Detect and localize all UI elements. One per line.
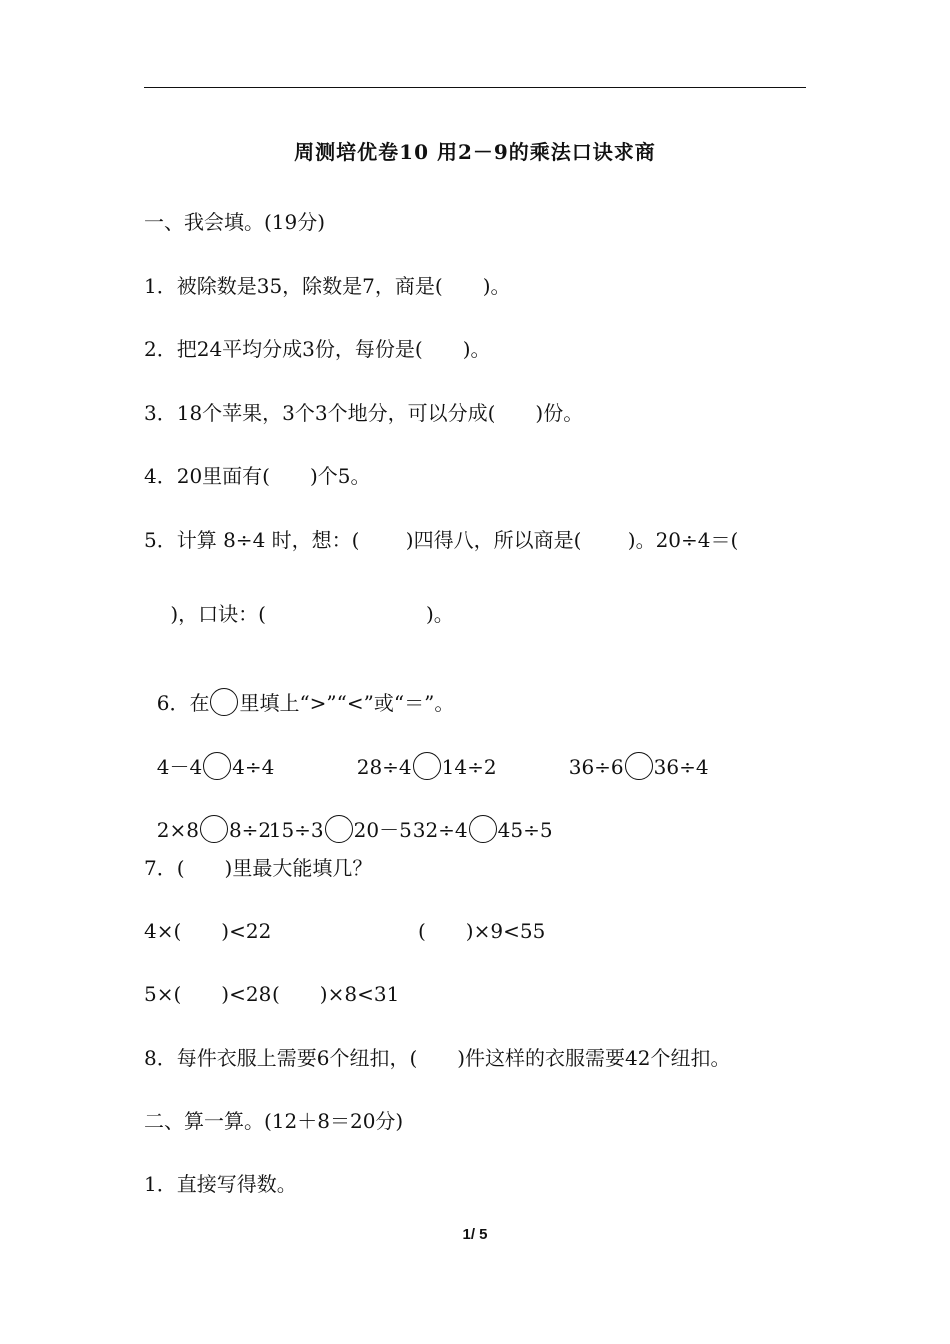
page-title: 周测培优卷10 用2－9的乘法口诀求商 — [294, 140, 656, 164]
q7-row1-a: 4×( )<22 — [144, 919, 272, 943]
section1-heading: 一、我会填。(19分) — [144, 210, 326, 234]
header-rule — [144, 87, 806, 88]
expr-right: 8÷2 — [228, 818, 272, 842]
q7-row2-a: 5×( )<28 — [144, 982, 272, 1006]
section2-heading: 二、算一算。(12＋8＝20分) — [144, 1109, 404, 1133]
expr-left: 2×8 — [156, 818, 199, 842]
q6-row2-item3 — [400, 789, 553, 843]
question-6-instruction — [144, 662, 454, 716]
question-5-line2: )，口诀：( )。 — [144, 602, 454, 626]
question-3: 3．18个苹果，3个3个地分，可以分成( )份。 — [144, 401, 584, 425]
expr-left: 15÷3 — [268, 818, 324, 842]
q6-row1-item3 — [556, 726, 709, 780]
page-number: 1/ 5 — [462, 1226, 488, 1243]
q6-row1-item1 — [144, 726, 274, 780]
question-7: 7．( )里最大能填几？ — [144, 856, 373, 880]
question-5-line1: 5．计算 8÷4 时，想：( )四得八，所以商是( )。20÷4＝( — [144, 528, 739, 552]
answer-circle[interactable] — [413, 752, 441, 780]
q6-row1-item2 — [344, 726, 497, 780]
q7-row2-b: ( )×8<31 — [272, 982, 400, 1006]
expr-right: 36÷4 — [653, 755, 709, 779]
expr-right: 45÷5 — [497, 818, 553, 842]
q6-row2-item1 — [144, 789, 271, 843]
q7-row1-b: ( )×9<55 — [418, 919, 546, 943]
question-1: 1．被除数是35，除数是7，商是( )。 — [144, 274, 511, 298]
answer-circle[interactable] — [325, 815, 353, 843]
answer-circle[interactable] — [203, 752, 231, 780]
expr-left: 32÷4 — [412, 818, 468, 842]
question-4: 4．20里面有( )个5。 — [144, 464, 371, 488]
answer-circle[interactable] — [200, 815, 228, 843]
compare-circle-icon — [210, 688, 238, 716]
section2-question-1: 1．直接写得数。 — [144, 1172, 297, 1196]
expr-left: 4－4 — [156, 755, 203, 779]
q6-row2-item2 — [256, 789, 412, 843]
expr-right: 4÷4 — [232, 755, 275, 779]
expr-right: 14÷2 — [441, 755, 497, 779]
question-8: 8．每件衣服上需要6个纽扣，( )件这样的衣服需要42个纽扣。 — [144, 1046, 731, 1070]
expr-left: 28÷4 — [356, 755, 412, 779]
q6-text-before: 6．在 — [156, 691, 210, 715]
question-2: 2．把24平均分成3份，每份是( )。 — [144, 337, 491, 361]
q6-text-after: 里填上“>”“<”或“＝”。 — [239, 691, 455, 715]
answer-circle[interactable] — [469, 815, 497, 843]
expr-left: 36÷6 — [568, 755, 624, 779]
expr-right: 20－5 — [353, 818, 412, 842]
answer-circle[interactable] — [625, 752, 653, 780]
